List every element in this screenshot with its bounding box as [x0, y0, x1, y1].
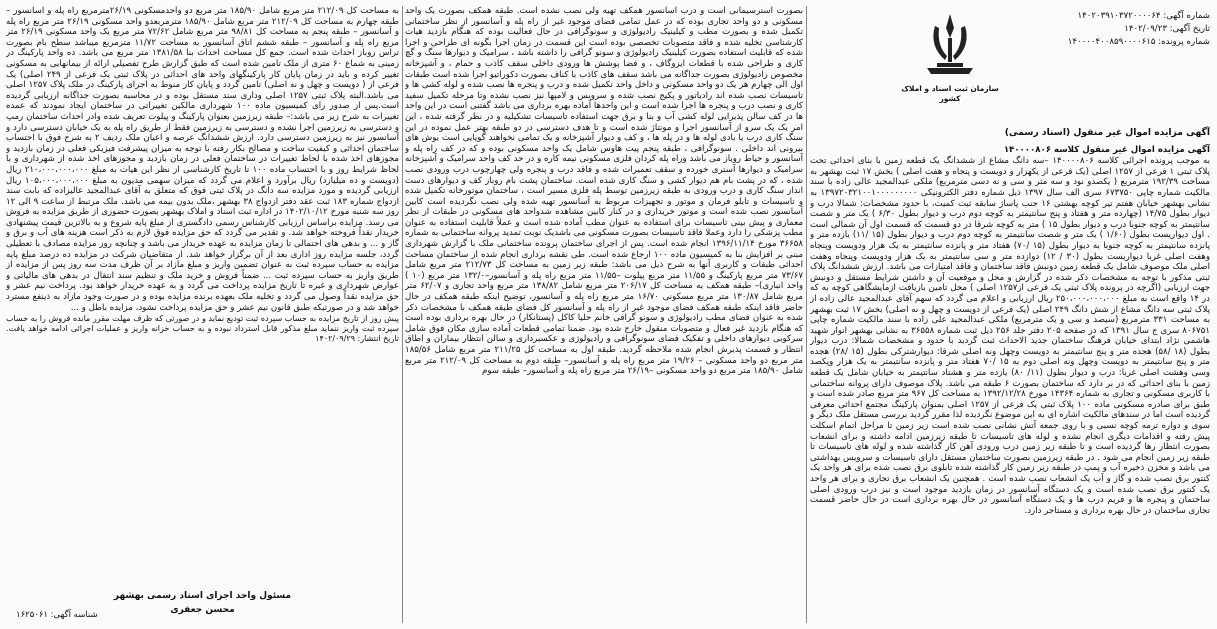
emblem-icon	[915, 8, 985, 78]
column-middle	[405, 6, 803, 623]
judiciary-emblem	[890, 8, 1010, 118]
notice-id: شناسه آگهی: ۱۶۲۵۰۶۱	[16, 610, 98, 621]
notice-meta	[1040, 10, 1210, 49]
signature-title: مسئول واحد اجرای اسناد رسمی بهشهر	[113, 591, 292, 601]
case-number: شماره پرونده: ۱۴۰۰۰۰۴۰۰۸۵۹۰۰۰۰۶۱۵	[1067, 37, 1210, 47]
column-right	[810, 6, 1210, 623]
notice-footnote: پیش روز از تاریخ مزایده به حساب سپرده ثبت تودیع نماید و در صورتی که ظرف مهلت مقرر مانده فروش را به حساب سپرده ثبت واریز ننماید مبلغ مذکور قابل استرداد نبوده و به حساب خزانه واریز و عملیات اجرائی ادامه خواهد یافت. تاریخ انتشار: ۱۴۰۲/۰۹/۲۹	[6, 314, 399, 344]
column-divider	[402, 6, 403, 623]
notice-heading: آگهی مزایده اموال غیر منقول (اسناد رسمی)	[1004, 127, 1210, 138]
column-left	[6, 6, 399, 623]
notice-body-paragraph: بصورت آسترسیمانی است و درب آسانسور همکف تهیه ولی نصب نشده است. طبقه همکف بصورت یک واحد مسکونی و دو واحد تجاری بوده که در عمل تمامی فضای موجود غیر از راه پله و آسانسور از نظر ساختمانی تکمیل شده و بصورت مطب و کیلینیک رادیولوژی و سونوگرافی در حال فعالیت بوده که هنگام بازدید هیات کارشناسی تخلیه شده و فاقد متصوبات تخصصی بوده است این قسمت در زمان اجرا بگونه ای طراحی و اجرا شده که قابلیت استفاده بصورت کیلینیک رادیولوژی و سونو گرافی را داشته باشد ، سرامیک و دیوارها سنگ و گچ کاری و طراحی شده با قطعات ایزوگاف ، و فضا پوشش ها ورودی داخلی سقف کاذب و حمام ، و آشپزخانه مخصوص رادیولوژی بصورت جداگانه می باشد سقف های کاذب با کناف بصورت دکوراتیو اجرا شده است طبقات اول الی چهارم هر یک دو واحد مسکونی و داخل واحد تکمیل شده و درب و پنجره ها نصب شده و لوله کشی ها و تاسیسات نصب شده اند رادیاتور و پکیج نصب شده و سرویس و لامپها نیز نصب نشده وتا مرحله تکمیل سفید کاری و نصب درب و پنجره ها اجرا شده است و این واحدها آماده بهره برداری می باشد گفتنی است در این واحد ها در کف سالن پذیرایی لوله کشی آب و بنا و برق جهت استفاده تاسیسات تشکیلیه و در نظر گرفته شده ، این امر یک یک سرو از آسانسور اجرا و مونتاژ شده است و تا هدف دسترسی در دو طبقه بهتر عمل نموده در این سنگ کاری درب یا بادی لوله ها و در پله ها ، و کف و دیوار آشپزخانه و یک تمامی نخواهند گویایی است یوش های بیرونی اند داخلی . سونوگرافی ، طبقه پنجم پیت هاوس شامل یک واحد مسکونی بوده و که در کف راه پله و آسانسور و حیاط روباز می باشد وراه پله کردان فلزی مسکونی نیمه کاره و در حد کف واحد سرامیک و آشپزخانه سرامیک و دیوارها آستری خورده و سقف تعمیرات شده و فاقد درب و پنجره ولی چهارچوب درب ورودی نصب شده ، که در پشت بام هم دیوار کشی و سنگ کاری شده است. ساختمان پشت بام روباز کف و دیوارهای دست انداز سنگ کاری و درب ورودی به طبقه زیرزمین توسط پله فلزی مسیر است ، ساختمان موتورخانه تکمیل شده و تاسیسات و تابلو فرمان و موتور و تجهیزات مربوط به آسانسور تهیه شده ولی نصب نگردیده است کابین آسانسور نصب شده است و موتور خریداری و در کنار کابین مشاهده شدواحد های مسکونی در طبقات از نظر معماری و پیش بینی تاسیسات برای استفاده به عنوان مطب آماده شده است و عملاً قابلیت استفاده به عنوان مطب پزشکی را دارد وعملا فاقد تاسیسات بصورت مسکونی می باشدیک نوبت تمدید پروانه ساختمانی به شماره ۳۶۶۵۸ مورخ ۱۳۹۶/۱۱/۱۴ انجام شده است. پس از اجرای ساختمان پرونده ساختمانی ملک با گزارش شهرداری مبنی بر افزایش بنا به کمیسیون ماده ۱۰۰ ارجاع شده است. طی نقشه برداری انجام شده از ساختمان مساحت احداثی طبقات و کاربری آنها به شرح ذیل می باشد: طبقه زیر زمین به مساحت کل ۲۱۲/۷۳ متر مربع شامل ۷۳/۶۷ متر مربع پارکینگ و ۱۱/۵۵ متر مربع پیلوت –۱۱/۵۵ متر مربع راه پله و آسانسور–۱۳۲/۰ متر مربع (۱۰ ) واحد انباری)– طبقه همکف به مساحت کل ۲۰۶/۱۷ متر مربع شامل ۱۳۸/۸۲ متر مربع واحد تجاری و ۶۲/۰۷ متر مربع شامل ۱۳۰/۸۷ متر مربع مسکونی ۱۶/۷۰ متر مربع راه پله و آسانسور، توضیح اینکه طبقه همکف در حال حاضر فاقد اینکه طبقه همکف فضای موجود غیر از راه پله و آسانسور کل فضای طبقه همکف با مشخصات ذکر شده به عنوان فضای مطب رادیولوژی و سونو گرافی خانم حلیا کاکل (پستانکار) در حال بهره برداری بوده است که هنگام بازدید غیر فعال و متصوبات منقول خارج شده بود. ضمنا تمامی قطعات آماده سازی مکان فوق شامل سرکوبی دیوارهای داخلی و تفکیک فضای سونوگرافی و رادیولوژی و عکسبرداری و سالن انتظار بیماران و اطاق انتظار و قسمت پذیرش انجام شده ملاحظه گردید. طبقه اول به مساحت کل ۲۱۱/۲۵ متر مربع شامل ۱۸۵/۵۶ متر مربع دو واحد مسکونی – ۱۹/۲۶ متر مربع راه پله و آسانسور– طبقه دوم به مساحت کل ۲۱۲/۰۹ متر مربع شامل ۱۸۵/۹۰ متر مربع دو واحد مسکونی –۲۶/۱۹ متر مربع راه پله و آسانسور– طبقه سوم	[405, 6, 803, 377]
notice-body-paragraph: به موجب پرونده اجرائی کلاسه ۱۴۰۰۰۰۸۰۶ –سه دانگ مشاع از ششدانگ یک قطعه زمین با بنای احداثی تحت پلاک ثبتی ۱ فرعی از ۱۲۵۷ اصلی (یک فرعی از یکهزار و دویست و پنجاه و هفت اصلی ) بخش ۱۷ ثبت بهشهر به مساحت ۱۹۲/۳۹ مترمربع ( یکصدو نود و سه متر و سی و نه دسی مترمربع) ملکی عبدالمجید عالی زاده با سند مالکیت شماره چاپی ۶۷۳۷۵۰ سری الف سال ۱۳۹۷ ذیل شماره دفتر الکترونیکی ۱۳۹۷۲۰۳۲۱۰۰۱۰۰۰۰۰۰۰۰۰ به نشانی بهشهر خیابان هفتم تیر کوچه بهشتی ۱۶ جنب پاساژ سابقه ثبت کمیت، با حدود مشخصات: شمالا درب و دیوار بطول ۱۴/۷۵ (چهارده متر و هفتاد و پنج سانتیمتر به کوچه دوم درب و دیوار بطول ۶/۳۰ ) یک متر و شصت سانتیمتر به کوچه جنوبا درب و دیوار بطول ۱۵ ) متر به کوچه شرقا در دو قسمت که قسمت اول آن شمالی است . اول دیواریست بطول (۱/۶۰ ) یک متر و شصت سانتیمتر به کوچه دوم درب و دیوار بطول (۱۵ /۱۱) یازده متر و پانزده سانتیمتر به کوچه جنوبا به دیوار بطول (۱۵ /۷۰) هفتاد متر و پانزده سانتیمتر به یک هزار ودویست وپنجاه وهفت اصلی غربا دیواریست بطول (۳۰ / ۱۲) دوازده متر و سی سانتیمتر به یک هزار ودویست وپنجاه وهفت اصلی ملک موصوف شامل یک قطعه زمین دونبش فاقد ساختمان و فاقد امتیازات می باشد. ارزش ششدانگ پلاک ثبتی مذکور با توجه به مشخصات ذکر شده در گزارش و محل و موقعیت آن و داشتن شرایط مستقل و دونبش جهت ارزیابی (اگرچه در پرونده پلاک ثبتی یک فرعی از۱۲۵۷ اصلی ) محل تامین بازیافت ازمایشگاهی کوچه به که در ۱۴ واقع است به مبلغ ۲۵۰،۰۰۰،۰۰۰،۰۰۰ ریال ارزیابی و اعلام می گردد که سهم آقای عبدالمجید عالی زاده از پلاک ثبتی سه دانگ مشاع از شش دانگ ۲۴۹ اصلی (یک فرعی از دویست و چهل و نه اصلی) بخش ۱۷ ثبت بهشهر به مساحت ۳۳۱ مترمربع (سیصد و سی و یک مترمربع) ملکی عبدالمجید علی زاده با سند مالکیت شماره چاپی ۸۰۶۷۵۱ سری ج سال ۱۳۹۱ که در صفحه ۲۰۵ دفتر جلد ۲۵۶ ذیل ثبت شماره ۳۶۵۵۸ به نشانی بهشهر انوار شهید هاشمی نژاد ابتدای خیابان فرهنگ ساختمان جدید الاحداث ثبت گردید با حدود و مشخصات شمالا: درب دیوار بطول (۱۸ /۵۸) هجده متر و پنج سانتیمتر به دویست وچهل ونه اصلی شرقا: دیوارشترکی بطول (۱۵ /۲۸) هجده متر و پنج سانتیمتر به دویست وچهل ونه اصلی دوم به ۱۵ /۷۰ هفتاد متر و پانزده سانتیمتر به یک هزار وپکصد وسی وهشت اصلی غربا: درب و دیوار بطول (۱۱/ ۸۰) یازده متر و هشتاد سانتیمتر به خیابان شامل یک قطعه زمین با بنای احداثی که در بر دارد که ساختمان بصورت ۶ طبقه می باشد. پلاک موصوف دارای پروانه ساختمانی با کاربری مسکونی و تجاری به شماره ۱۴۳۶۴ مورخ ۱۳۹۲/۱۲/۲۸ به مساحت کل ۹۶۷ متر مربع صادر شده است و طبق برای صادره مسکونی ماده ۱۰۰ پلاک ثبتی یک فرعی از ۱۲۵۷ اصلی بمنوان پارکینگ مجتمع احداثی معرفی گردیده است اما در سندهای مالکیت اشاره ای به این موضوع نگردیده لذا مقرر گردید بررسی مستقل ملک دیگر و سوی و دواره ترمه کوچه نسبی و با روی جمعه آتش نشانی نصب شده است زیر زمین تا مراحل اتمام اسکلت پیش رفته و اقدامات دیگری انجام نشده و لوله های تاسیسات تا طبقه زیرزمین ادامه داشته و برای انشعاب بصورت انتظار رها گردیده است و تا طبقه زیر زمین درب ورودی آهن کار گذاشته شده و لوله های تاسیسات تا طبقه زیر زمین انجام می شود . در طبقه زیرزمین بصورت ساختمان مستقل دارای تاسیسات و سرویس بهداشتی می باشد و مخزن ذخیره آب و پمپ در طبقه زیر زمین کار گذاشته شده تابلوی برق نصب شده برای هر واحد یک کنتور برق نصب شده و گاز و آب یک انشعاب نصب شده است . همچنین یک انشعاب برق تجاری و برای هر واحد یک کنتور برق نصب شده است و یک دستگاه آسانسور در زمان بازدید موجود است و نیز درب ورودی اصلی ساختمان و پنجره ها و فریم درب ها و یک دستگاه آسانسور در حال بهره برداری است در حال حاضر قسمت تجاری ساختمان در حال بهره برداری و مستاجر دارد.	[810, 156, 1210, 516]
notice-date: تاریخ آگهی: ۱۴۰۲/۰۹/۲۳	[1124, 24, 1210, 34]
column-divider	[806, 6, 807, 623]
org-name: سازمان ثبت اسناد و املاک کشور	[901, 83, 999, 104]
signature-name: محسن جعفری	[170, 605, 235, 615]
notice-number: شماره آگهی: ۱۴۰۲۰۳۹۱۰۳۷۲۰۰۰۰۶۴	[1077, 11, 1210, 21]
notice-title: آگهی مزایده اموال غیر منقول کلاسه ۱۴۰۰۰۰۸۰۶	[1003, 144, 1210, 155]
notice-body-paragraph: به مساحت کل ۲۱۲/۰۹ متر مربع شامل ۱۸۵/۹۰ متر مربع دو واحدمسکونی ۲۶/۱۹مترمربع راه پله و آسانسور – طبقه چهارم به مساحت کل ۲۱۲/۰۹ متر مربع شامل ۱۸۵/۹۰ مترمربعدو واحد مسکونی ۲۶/۱۹ متر مربع راه پله و آسانسور – طبقه پنجم به مساحت کل ۹۸/۸۱ متر مربع شامل ۷۲/۶۲ متر مربع یک واحد مسکونی ۲۶/۱۹ متر مربع راه پله و آسانسور – طبقه ششم اتاق آسانسور به مساحت ۱۱/۷۲ مترمربع میباشد سطح بام بصورت تراس روباز احداث شده است. جمع کل مساحت احداث بنا ۱۳۸۱/۵۸ متر مربع می باشد. ده واحد پارکینگ در زمینی به شماع ۶۰ متری از ملک تامین شده است که طبق گزارش طرح تفصیلی ارائه از بیمانهایی به مسکونی تغییر کرده و باید در زمان پایان کار پارکینگهای واحد های احداثی در پلاک ثبتی یک فرعی از ۲۴۹ اصلی) یک فرعی از ( دویست و چهل و نه اصلی) تامین گردد و پایان کار منوط به اجرای پارکینگ در ملک پلاک ۱۲۵۷ اصلی می باشد.البته پلاک ثبتی ۱۲۵۷ اصلی وداری سند مستقل بوده و در محاسبه بصورت جداگانه ارزیابی گردیده است.پس از صدور رای کمیسیون ماده ۱۰۰ شهرداری مالکین تغییراتی در ساختمان ایجاد نمودند که عمده تغییرات به شرح زیر می باشد:– طبقه زیرزمین بعنوان پارکینگ و پیلوت تعریف شده وادر احداث ساختمان رمپ و دسترسی به زیرزمین اجرا نشده و دسترسی به زیرزمین فقط از طریق راه پله به یک خیابان دسترسی دارد و آسانسور نیز به زیرزمین دسترسی دارد. ارزش ششدانگ عرصه و اعیان ملک ردیف ۲ به شرح فوق با احتساب ساختمان احداثی و کیفیت ساخت و مصالح بکار رفته با توجه به میزان پیشرفت فیزیکی فعلی در زمان بازدید و مجوزهای اخذ شده با لحاظ تغییرات در ساختمان فعلی در زمان بازدید و مجوزهای اخذ شده از شهرداری و با لحاظ شرایط روز و با احتساب ماده ۱۰۰ تا تاریخ کارشناسی از نظر این هیات به مبلغ ۲۱۰،۰۰۰،۰۰۰،۰۰۰ ریال (دویست و ده میلیارد) ریال برآورد و اعلام می گردد که میزان سهمی مدیون به مبلغ ۱۰۵،۰۰۰،۰۰۰،۰۰۰ ریال ارزیابی گردیده و مورد مزایده سه دانگ در پلاک ثبتی فوق که متعلق به آقای عبدالمجید عالیزاده که بابت سند ازدواج شماره ۱۸۳ ثبت عقد دفتر ازدواج ۳۸ بهشهر ،ملک بدون بیمه می باشد. ملک مرتبط از ساعت ۹ الی ۱۲ روز سه شنبه مورخ ۱۴۰۲/۱۰/۱۲ در اداره ثبت اسناد و املاک بهشهر بصورت حضوری از طریق مزایده به فروش می رسد. مزایده براساس ارزیابی کارشناس رسمی دادگستری از مبلغ پایه شروع و به بالاترین قیمت پیشنهادی خریدار نقداً فروخته خواهد شد. و تقدیر می گردد که حق مزایده فوق لازم به ذکر است هزینه های آب و برق و گاز و ... و بدهی های احتمالی تا زمان مزایده به عهده خریدار می باشد و چنانچه روز مزایده مصادف با تعطیلی گردد، جلسه مزایده روز اداری بعد از آن برگزار خواهد شد. از متقاضیان شرکت در مزایده ده درصد مبلغ پایه مزایده به حساب سپرده ثبت به عنوان تضمین واریز و مبلغ مازاد بر آن ظرف مدت سه روز پس از مزایده از طریق واریز به حساب سپرده ثبت ... ضمناً فروش و خرید ملک و تنظیم سند انتقال در بدهی های مالیاتی و عوارض شهرداری و غیره تا تاریخ مزایده پرداخت می گردد و به عهده خریدار خواهد بود. پرداخت نیم عشر و حق مزایده نقداً وصول می گردد و تخلیه ملک بعهده برنده مزایده بوده و در صورت وجود مازاد به ذینفع مسترد خواهد شد و در صورتیکه طبق قانون نیم عشر و حق مزایده پرداخت نشود، مزایده باطل و ...	[6, 6, 399, 313]
notice-header	[810, 6, 1210, 124]
